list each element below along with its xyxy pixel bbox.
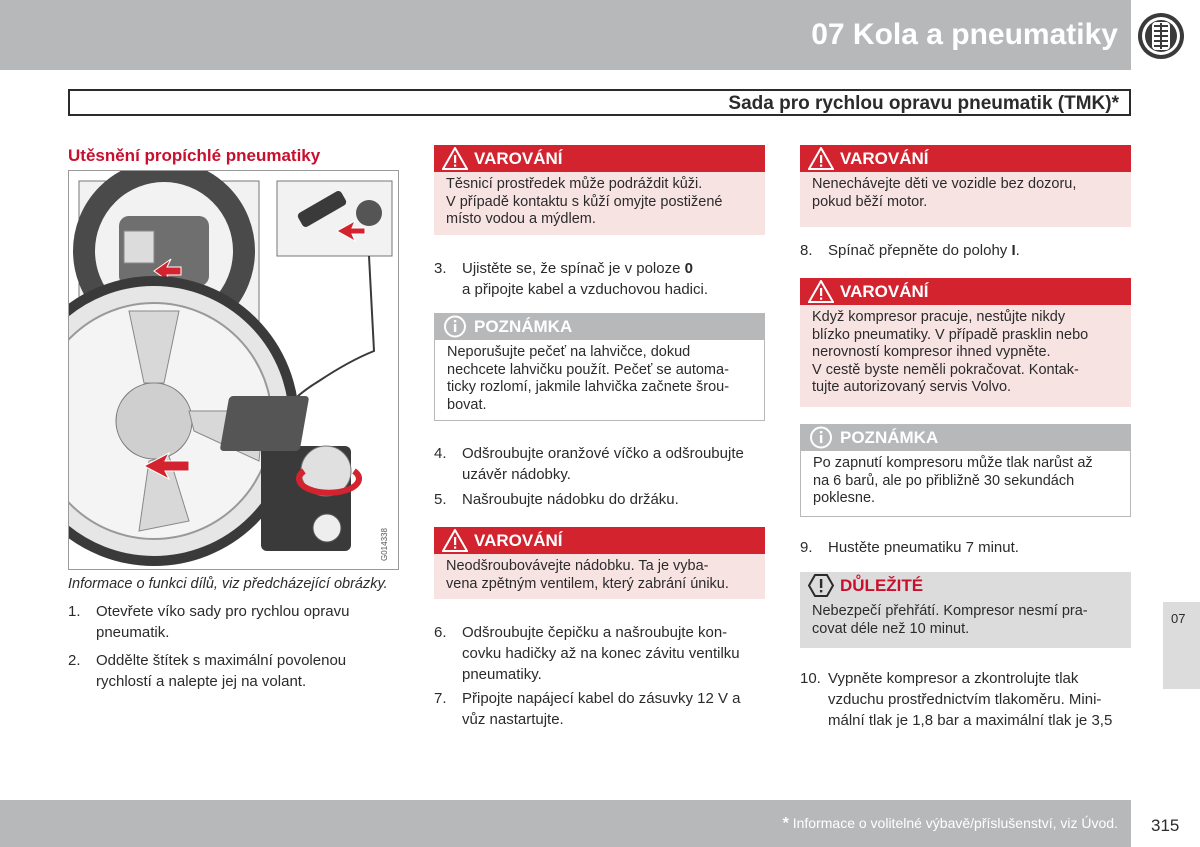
side-tab-label: 07	[1171, 611, 1186, 626]
step-text: Našroubujte nádobku do držáku.	[462, 491, 679, 508]
subheading: Utěsnění propíchlé pneumatiky	[68, 146, 321, 165]
footer-note	[783, 815, 1118, 833]
exclamation-icon	[808, 574, 834, 597]
note-box	[434, 313, 765, 421]
step-text: Vypněte kompresor a zkontrolujte tlak vzduchu prostřednictvím tlakoměru. Mini- mální tlak je 1,8 bar a maximální tlak je 3,5	[828, 670, 1113, 729]
illustration-svg	[69, 171, 399, 570]
note-text: Po zapnutí kompresoru může tlak narůst až na 6 barů, ale po přibližně 30 sekundách poklesne.	[800, 451, 1131, 517]
note-text: Neporušujte pečeť na lahvičce, dokud nechcete lahvičku použít. Pečeť se automa- ticky rozlomí, jakmile lahvička začnete šrou- bovat.	[434, 340, 765, 421]
warning-triangle-icon	[808, 280, 834, 303]
footer-note-text: Informace o volitelné výbavě/příslušenství, viz Úvod.	[788, 815, 1118, 831]
step-number: 7.	[434, 690, 447, 707]
warning-text: Když kompresor pracuje, nestůjte nikdy blízko pneumatiky. V případě prasklin nebo nerovností kompresor ihned vypněte. V cestě byste neměli pokračovat. Kontak- tujte autorizovaný servis Volvo.	[800, 305, 1131, 407]
info-icon	[808, 426, 834, 449]
note-box	[800, 424, 1131, 517]
warning-text: Neodšroubovávejte nádobku. Ta je vyba- vena zpětným ventilem, který zabrání úniku.	[434, 554, 765, 599]
section-title: Sada pro rychlou opravu pneumatik (TMK)*	[728, 93, 1119, 114]
step-number: 10.	[800, 670, 821, 687]
step-text: Spínač přepněte do polohy I.	[828, 242, 1020, 259]
warning-text: Těsnicí prostředek může podráždit kůži. V případě kontaktu s kůží omyjte postižené místo vodou a mýdlem.	[434, 172, 765, 235]
chapter-title: 07 Kola a pneumatiky	[811, 18, 1118, 51]
page-number: 315	[1151, 816, 1180, 835]
step-number: 1.	[68, 603, 81, 620]
note-title: POZNÁMKA	[840, 428, 939, 447]
important-title: DŮLEŽITÉ	[840, 576, 924, 595]
warning-title: VAROVÁNÍ	[474, 531, 563, 550]
warning-triangle-icon	[442, 529, 468, 552]
step-number: 6.	[434, 624, 447, 641]
warning-triangle-icon	[442, 147, 468, 170]
step-text: Hustěte pneumatiku 7 minut.	[828, 539, 1019, 556]
important-box	[800, 572, 1131, 648]
step-text: Odšroubujte čepičku a našroubujte kon- covku hadičky až na konec závitu ventilku pneumatiky.	[462, 624, 740, 683]
warning-text: Nenechávejte děti ve vozidle bez dozoru, pokud běží motor.	[800, 172, 1131, 227]
footer-star: *	[782, 815, 789, 832]
figure-caption: Informace o funkci dílů, viz předcházející obrázky.	[68, 576, 388, 592]
step-text: Oddělte štítek s maximální povolenou rychlostí a nalepte jej na volant.	[96, 652, 347, 690]
section-title-box	[68, 89, 1131, 116]
warning-box	[434, 527, 765, 599]
step-text: Odšroubujte oranžové víčko a odšroubujte uzávěr nádobky.	[462, 445, 744, 483]
step-number: 3.	[434, 260, 447, 277]
step-number: 4.	[434, 445, 447, 462]
step-number: 8.	[800, 242, 813, 259]
step-text: Ujistěte se, že spínač je v poloze 0 a připojte kabel a vzduchovou hadici.	[462, 260, 708, 298]
figure-code: G014338	[380, 528, 389, 561]
warning-title: VAROVÁNÍ	[840, 149, 929, 168]
chapter-side-tab	[1163, 602, 1200, 689]
step-number: 2.	[68, 652, 81, 669]
step-number: 9.	[800, 539, 813, 556]
tire-icon	[1137, 12, 1185, 60]
warning-box	[434, 145, 765, 235]
warning-title: VAROVÁNÍ	[474, 149, 563, 168]
step-number: 5.	[434, 491, 447, 508]
step-text: Připojte napájecí kabel do zásuvky 12 V a vůz nastartujte.	[462, 690, 741, 728]
warning-box	[800, 278, 1131, 407]
info-icon	[442, 315, 468, 338]
important-text: Nebezpečí přehřátí. Kompresor nesmí pra- covat déle než 10 minut.	[800, 599, 1131, 648]
warning-title: VAROVÁNÍ	[840, 282, 929, 301]
tire-repair-kit-illustration	[68, 170, 399, 570]
note-title: POZNÁMKA	[474, 317, 573, 336]
step-text: Otevřete víko sady pro rychlou opravu pneumatik.	[96, 603, 350, 641]
warning-triangle-icon	[808, 147, 834, 170]
warning-box	[800, 145, 1131, 227]
